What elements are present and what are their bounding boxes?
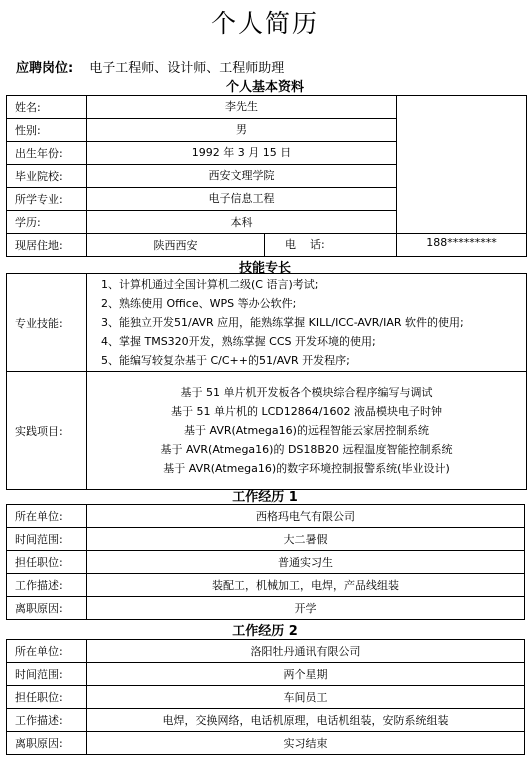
gender-label: 性别:: [7, 119, 87, 142]
work-1-reason-label: 离职原因:: [7, 597, 87, 620]
gender-value: 男: [87, 119, 397, 142]
work-1-position-label: 担任职位:: [7, 551, 87, 574]
basic-info-table: [6, 95, 527, 257]
work-1-description-value: 装配工，机械加工，电焊，产品线组装: [87, 574, 525, 597]
basic-info-heading: 个人基本资料: [225, 80, 304, 95]
school-value: 西安文理学院: [87, 165, 397, 188]
project-item: 基于 AVR(Atmega16)的 DS18B20 远程温度智能控制系统: [160, 443, 453, 456]
residence-label: 现居住地:: [7, 234, 87, 257]
project-item: 基于 51 单片机的 LCD12864/1602 液晶模块电子时钟: [171, 405, 442, 418]
work-1-company-label: 所在单位:: [7, 505, 87, 528]
major-label: 所学专业:: [7, 188, 87, 211]
project-item: 基于 AVR(Atmega16)的远程智能云家居控制系统: [184, 424, 429, 437]
work-2-position-value: 车间员工: [87, 686, 525, 709]
skill-item: 5、能编写较复杂基于 C/C++的51/AVR 开发程序;: [101, 354, 350, 367]
projects-label: 实践项目:: [7, 372, 87, 490]
skills-table: [6, 273, 527, 490]
birth-value: 1992 年 3 月 15 日: [87, 142, 397, 165]
work-2-reason-label: 离职原因:: [7, 732, 87, 755]
skill-item: 1、计算机通过全国计算机二级(C 语言)考试;: [101, 278, 319, 291]
resume-title: 个人简历: [210, 9, 319, 38]
applied-position-value: 电子工程师、设计师、工程师助理: [89, 61, 285, 76]
projects-list: [87, 383, 526, 478]
work-2-position-label: 担任职位:: [7, 686, 87, 709]
work-2-reason-value: 实习结束: [87, 732, 525, 755]
work-2-table: [6, 639, 525, 755]
skills-list-cell: [87, 274, 527, 372]
work-2-period-value: 两个星期: [87, 663, 525, 686]
residence-value: 陕西西安: [87, 234, 265, 257]
name-label: 姓名:: [7, 96, 87, 119]
project-item: 基于 AVR(Atmega16)的数字环境控制报警系统(毕业设计): [163, 462, 450, 475]
name-value: 李先生: [87, 96, 397, 119]
skills-list: [87, 275, 526, 370]
work-1-period-label: 时间范围:: [7, 528, 87, 551]
major-value: 电子信息工程: [87, 188, 397, 211]
work-2-company-label: 所在单位:: [7, 640, 87, 663]
applied-position-label: 应聘岗位:: [16, 61, 74, 76]
skill-item: 2、熟练使用 Office、WPS 等办公软件;: [101, 297, 297, 310]
skill-item: 4、掌握 TMS320开发，熟练掌握 CCS 开发环境的使用;: [101, 335, 376, 348]
work-2-company-value: 洛阳牡丹通讯有限公司: [87, 640, 525, 663]
work-2-heading: 工作经历 2: [232, 624, 298, 639]
skills-label: 专业技能:: [7, 274, 87, 372]
work-2-description-label: 工作描述:: [7, 709, 87, 732]
work-1-table: [6, 504, 525, 620]
work-2-period-label: 时间范围:: [7, 663, 87, 686]
projects-list-cell: [87, 372, 527, 490]
skills-heading: 技能专长: [238, 261, 291, 276]
degree-label: 学历:: [7, 211, 87, 234]
work-1-description-label: 工作描述:: [7, 574, 87, 597]
phone-value: 188*********: [397, 234, 527, 257]
project-item: 基于 51 单片机开发板各个模块综合程序编写与调试: [180, 386, 433, 399]
birth-label: 出生年份:: [7, 142, 87, 165]
photo-area: [397, 96, 527, 234]
degree-value: 本科: [87, 211, 397, 234]
work-1-company-value: 西格玛电气有限公司: [87, 505, 525, 528]
work-1-reason-value: 开学: [87, 597, 525, 620]
work-1-position-value: 普通实习生: [87, 551, 525, 574]
school-label: 毕业院校:: [7, 165, 87, 188]
work-1-period-value: 大二暑假: [87, 528, 525, 551]
work-1-heading: 工作经历 1: [232, 490, 298, 505]
skill-item: 3、能独立开发51/AVR 应用，能熟练掌握 KILL/ICC-AVR/IAR 软件的使用;: [101, 316, 464, 329]
work-2-description-value: 电焊，交换网络，电话机原理，电话机组装，安防系统组装: [87, 709, 525, 732]
phone-label: 电 话:: [265, 234, 397, 257]
applied-position: [16, 57, 284, 76]
